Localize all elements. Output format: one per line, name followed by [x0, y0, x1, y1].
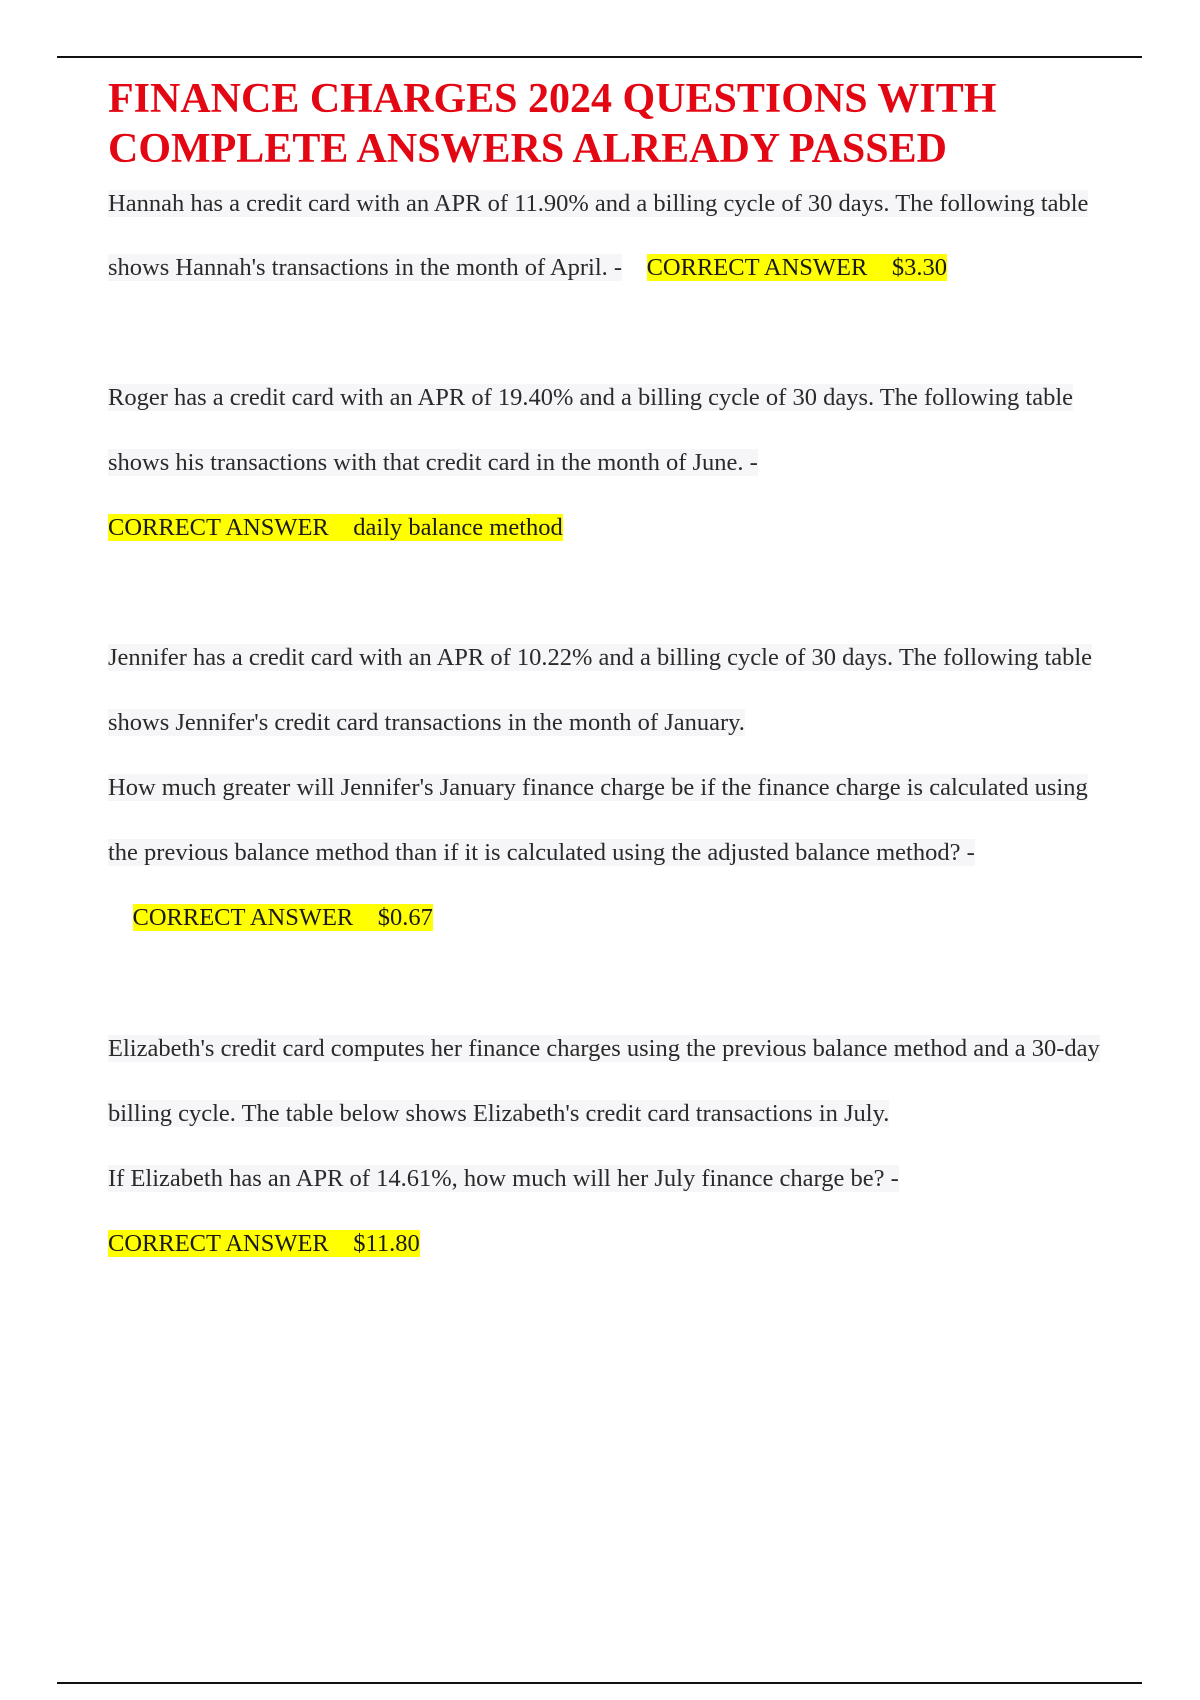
question-text: Jennifer has a credit card with an APR of 10.22% and a billing cycle of 30 days. The following table shows Jennifer's credit card transactions in the month of January.	[108, 644, 1093, 736]
question-text: Elizabeth's credit card computes her finance charges using the previous balance method and a 30-day billing cycle. The table below shows Elizabeth's credit card transactions in July.	[108, 1035, 1100, 1127]
bottom-rule	[57, 1682, 1142, 1684]
question-text: Roger has a credit card with an APR of 19.40% and a billing cycle of 30 days. The following table shows his transactions with that credit card in the month of June. -	[108, 384, 1074, 476]
correct-answer: CORRECT ANSWER daily balance method	[108, 514, 563, 541]
correct-answer: CORRECT ANSWER $0.67	[132, 904, 433, 931]
top-rule	[57, 56, 1142, 58]
qa-item-roger	[108, 365, 1108, 560]
qa-item-elizabeth	[108, 1016, 1108, 1276]
correct-answer: CORRECT ANSWER $3.30	[646, 254, 947, 281]
document-page	[108, 74, 1108, 1276]
correct-answer: CORRECT ANSWER $11.80	[108, 1230, 420, 1257]
question-text-continued: How much greater will Jennifer's January finance charge be if the finance charge is calculated using the previous balance method than if it is calculated using the adjusted balance method? -	[108, 774, 1088, 866]
qa-item-hannah	[108, 172, 1108, 300]
page-title: FINANCE CHARGES 2024 QUESTIONS WITH COMPLETE ANSWERS ALREADY PASSED	[108, 76, 997, 172]
question-text: Hannah has a credit card with an APR of 11.90% and a billing cycle of 30 days. The following table shows Hannah's transactions in the month of April. -	[108, 190, 1089, 281]
question-text-continued: If Elizabeth has an APR of 14.61%, how much will her July finance charge be? -	[108, 1165, 899, 1192]
qa-item-jennifer	[108, 625, 1108, 950]
